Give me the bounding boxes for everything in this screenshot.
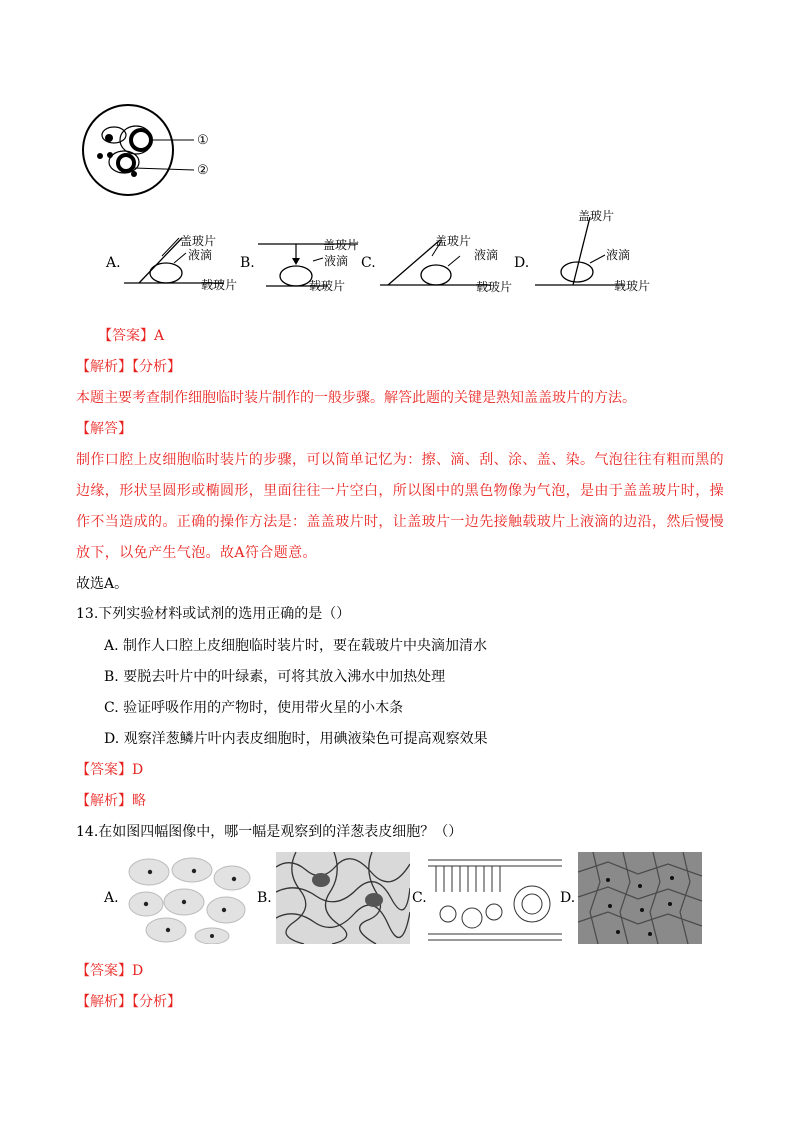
q12-b-cover-label: 盖玻片 xyxy=(323,238,360,252)
q12-c-slide-label: 载玻片 xyxy=(476,280,513,294)
q12-option-c-letter: C. xyxy=(361,255,376,271)
q14-label-a: A. xyxy=(104,890,119,906)
q12-c-drop-label: 液滴 xyxy=(474,248,499,262)
q12-b-drop-label: 液滴 xyxy=(324,254,349,268)
q12-d-cover-label: 盖玻片 xyxy=(578,209,615,223)
q12-solution-head: 【解答】 xyxy=(76,421,132,437)
q13-option-a: A. 制作人口腔上皮细胞临时装片时，要在载玻片中央滴加清水 xyxy=(104,638,488,654)
q12-a-drop-label: 液滴 xyxy=(188,248,213,262)
q12-option-a-letter: A. xyxy=(106,255,121,271)
q14-image-a xyxy=(124,852,252,944)
q13-stem: 13.下列实验材料或试剂的选用正确的是（） xyxy=(76,606,351,622)
q14-label-c: C. xyxy=(412,890,427,906)
q12-b-slide-label: 载玻片 xyxy=(309,279,346,293)
q12-a-cover-label: 盖玻片 xyxy=(180,234,217,248)
figure-label-1: ① xyxy=(197,133,209,148)
q14-analysis-head: 【解析】【分析】 xyxy=(76,994,181,1010)
q12-option-b-letter: B. xyxy=(240,255,255,271)
q12-d-slide-label: 载玻片 xyxy=(614,279,651,293)
figure-label-2: ② xyxy=(197,163,209,178)
q12-d-drop-label: 液滴 xyxy=(606,248,631,262)
q12-option-d-letter: D. xyxy=(514,255,530,271)
q13-answer: 【答案】D xyxy=(76,762,144,778)
q13-option-c: C. 验证呼吸作用的产物时，使用带火星的小木条 xyxy=(104,700,404,716)
q12-solution-text: 制作口腔上皮细胞临时装片的步骤，可以简单记忆为：擦、滴、刮、涂、盖、染。气泡往往有粗而黑的边缘，形状呈圆形或椭圆形，里面往往一片空白，所以图中的黑色物像为气泡，是由于盖盖玻片时，操作不当造成的。正确的操作方法是：盖盖玻片时，让盖玻片一边先接触载玻片上液滴的边沿，然后慢慢放下，以免产生气泡。故A符合题意。 xyxy=(76,452,724,561)
q13-option-b: B. 要脱去叶片中的叶绿素，可将其放入沸水中加热处理 xyxy=(104,669,446,685)
q12-c-cover-label: 盖玻片 xyxy=(435,234,472,248)
q12-analysis-head: 【解析】【分析】 xyxy=(76,359,181,375)
q14-label-b: B. xyxy=(257,890,272,906)
q14-stem: 14.在如图四幅图像中，哪一幅是观察到的洋葱表皮细胞？（） xyxy=(76,824,463,840)
q13-analysis: 【解析】略 xyxy=(76,793,146,809)
q12-answer: 【答案】A xyxy=(98,328,165,344)
q12-analysis-text: 本题主要考查制作细胞临时装片制作的一般步骤。解答此题的关键是熟知盖盖玻片的方法。 xyxy=(76,390,636,406)
q13-option-d: D. 观察洋葱鳞片叶内表皮细胞时，用碘液染色可提高观察效果 xyxy=(104,731,488,747)
microscope-field-figure xyxy=(76,100,216,200)
q12-final: 故选A。 xyxy=(76,576,129,592)
q14-image-b xyxy=(276,852,410,944)
q14-answer: 【答案】D xyxy=(76,963,144,979)
q12-a-slide-label: 载玻片 xyxy=(201,278,238,292)
q14-label-d: D. xyxy=(560,890,576,906)
q14-image-c xyxy=(428,852,562,944)
q14-image-d xyxy=(578,852,702,944)
